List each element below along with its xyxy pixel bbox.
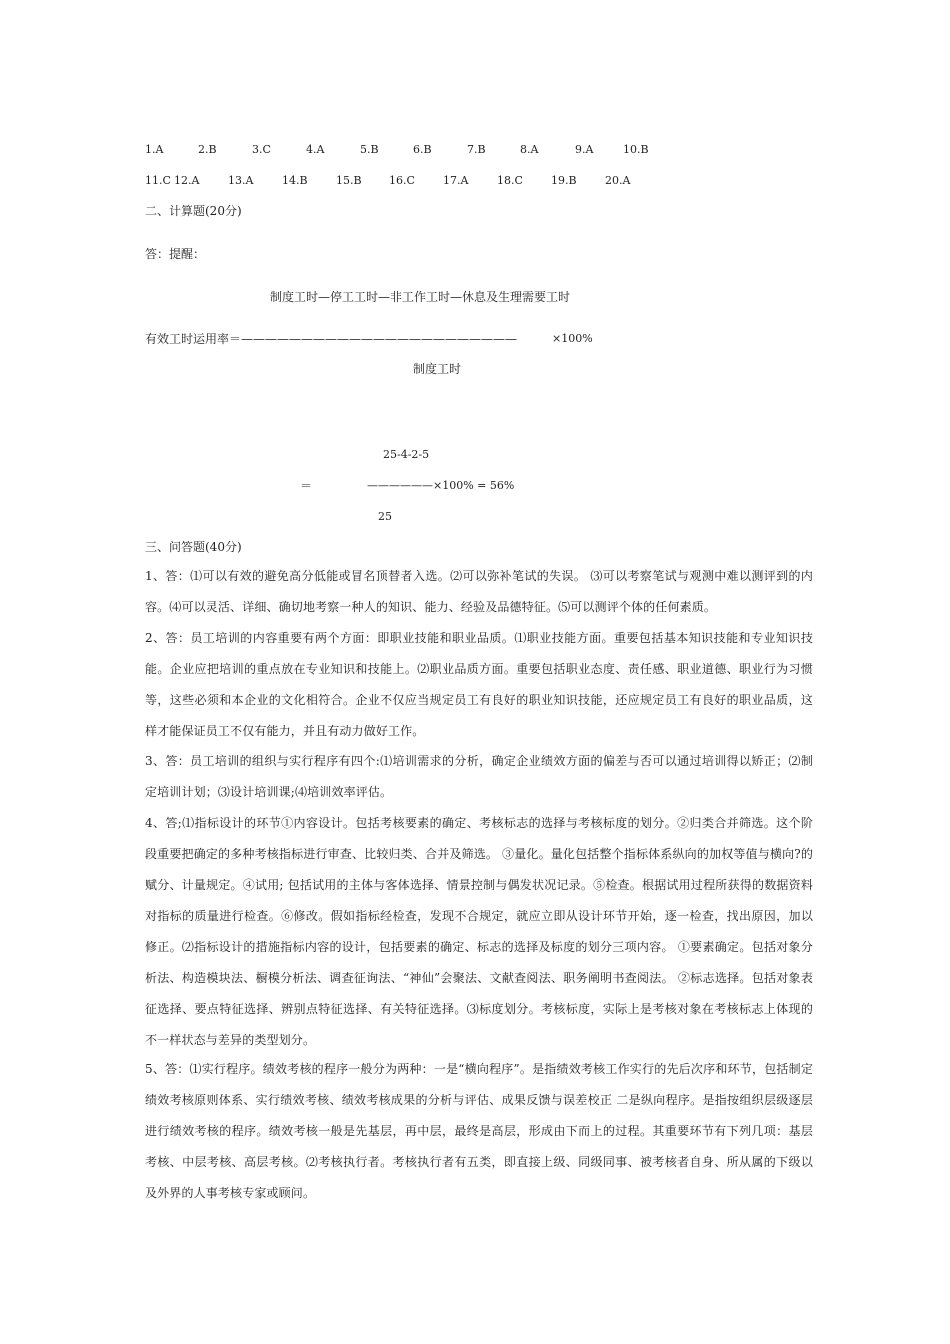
answer-item: 1.A: [145, 143, 164, 156]
calc-equals: ＝: [300, 479, 313, 493]
answer-paragraph-1: 1、答：⑴可以有效的避免高分低能或冒名顶替者入选。⑵可以弥补笔试的失误。 ⑶可以考察笔试与观测中难以测评到的内容。⑷可以灵活、详细、确切地考察一种人的知识、能力、经验及品德特征。⑸可以测评个体的任何素质。: [145, 569, 813, 614]
answer-item: 4.A: [306, 143, 325, 156]
answer-paragraph-4: 4、答;⑴指标设计的环节①内容设计。包括考核要素的确定、考核标志的选择与考核标度的划分。②归类合并筛选。这个阶段重要把确定的多种考核指标进行审查、比较归类、合并及筛选。 ③量化。量化包括整个指标体系纵向的加权等值与横向?的赋分、计量规定。④试用; 包括试用的主体与客体选择、情景控制与偶发状况记录。⑤检查。根据试用过程所获得的数据资料对指标的质量进行检查。⑥修改。假如指标经检查，发现不合规定，就应立即从设计环节开始，逐一检查，找出原因，加以修正。⑵指标设计的措施指标内容的设计，包括要素的确定、标志的选择及标度的划分三项内容。 ①要素确定。包括对象分析法、构造模块法、橱模分析法、调查征询法、“神仙”会聚法、文献查阅法、职务阐明书查阅法。 ②标志选择。包括对象表征选择、要点特征选择、辨别点特征选择、有关特征选择。⑶标度划分。考核标度，实际上是考核对象在考核标志上体现的不一样状态与差异的类型划分。: [145, 816, 813, 1047]
answer-item: 3.C: [252, 143, 271, 156]
calc-line: ——————×100% = 56%: [367, 479, 515, 492]
hint-label: 答：提醒：: [145, 247, 206, 261]
calc-denominator: 25: [378, 510, 392, 523]
answer-item: 16.C: [389, 174, 415, 187]
answer-item: 20.A: [605, 174, 631, 187]
answer-paragraph-2: 2、答：员工培训的内容重要有两个方面：即职业技能和职业品质。⑴职业技能方面。重要包括基本知识技能和专业知识技能。企业应把培训的重点放在专业知识和技能上。⑵职业品质方面。重要包括职业态度、责任感、职业道德、职业行为习惯等，这些必须和本企业的文化相符合。企业不仅应当规定员工有良好的职业知识技能，还应规定员工有良好的职业品质，这样才能保证员工不仅有能力，并且有动力做好工作。: [145, 631, 813, 738]
answer-item: 2.B: [198, 143, 217, 156]
section-heading: 三、问答题(40分): [145, 540, 242, 554]
answer-item: 15.B: [336, 174, 362, 187]
answer-item: 12.A: [174, 174, 200, 187]
answer-paragraph-3: 3、答：员工培训的组织与实行程序有四个:⑴培训需求的分析，确定企业绩效方面的偏差与否可以通过培训得以矫正；⑵制定培训计划；⑶设计培训课;⑷培训效率评估。: [145, 754, 813, 799]
formula-denominator: 制度工时: [413, 362, 462, 376]
formula-multiplier: ×100%: [552, 332, 593, 345]
answer-item: 13.A: [228, 174, 254, 187]
answer-item: 17.A: [443, 174, 469, 187]
answer-item: 10.B: [623, 143, 649, 156]
section-heading: 二、计算题(20分): [145, 204, 242, 218]
answer-item: 14.B: [282, 174, 308, 187]
answer-item: 7.B: [467, 143, 486, 156]
answer-item: 19.B: [551, 174, 577, 187]
answer-item: 5.B: [360, 143, 379, 156]
answer-item: 9.A: [575, 143, 594, 156]
formula-lhs: 有效工时运用率＝———————————————————————: [145, 332, 518, 346]
formula-numerator: 制度工时—停工工时—非工作工时—休息及生理需要工时: [270, 290, 571, 304]
answer-item: 8.A: [520, 143, 539, 156]
answer-paragraph-5: 5、答：⑴实行程序。绩效考核的程序一般分为两种：一是“横向程序”。是指绩效考核工作实行的先后次序和环节，包括制定绩效考核原则体系、实行绩效考核、绩效考核成果的分析与评估、成果反馈与误差校正 二是纵向程序。是指按组织层级逐层进行绩效考核的程序。绩效考核一般是先基层，再中层，最终是高层，形成由下而上的过程。其重要环节有下列几项：基层考核、中层考核、高层考核。⑵考核执行者。考核执行者有五类，即直接上级、同级同事、被考核者自身、所从属的下级以及外界的人事考核专家或顾问。: [145, 1062, 813, 1200]
answer-item: 6.B: [413, 143, 432, 156]
calc-numerator: 25-4-2-5: [383, 448, 430, 461]
answer-item: 11.C: [145, 174, 171, 187]
answer-item: 18.C: [497, 174, 523, 187]
